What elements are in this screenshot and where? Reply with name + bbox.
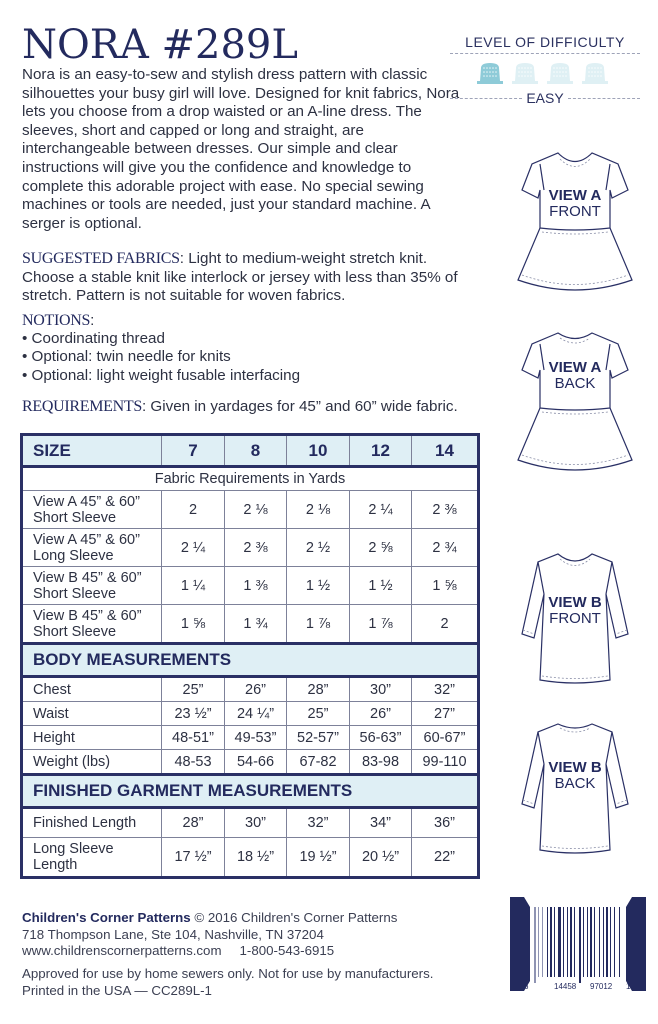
table-cell: 52-57” [287,726,350,750]
table-cell: 1 ⅜ [225,567,287,605]
table-cell: 1 ⅞ [287,605,350,644]
view-label [500,760,650,792]
notions-colon: : [90,312,95,329]
row-label-line: Finished Length [33,815,137,831]
table-cell: 28” [287,677,350,702]
spool-end-right [626,897,646,991]
row-label [22,529,162,567]
disclaimer: Approved for use by home sewers only. Not for use by manufacturers. [22,966,434,981]
thimble-icon-empty [546,62,574,86]
row-label-line: Short Sleeve [33,585,117,602]
view-b-front-illustration [500,550,650,690]
table-cell: 1 ¾ [225,605,287,644]
barcode-bar [590,907,592,977]
row-label [22,750,162,775]
table-row [22,838,479,878]
table-cell: 83-98 [350,750,412,775]
table-cell: 2 ¼ [162,529,225,567]
table-cell: 2 ⅛ [225,491,287,529]
view-label-line2: BACK [554,775,596,792]
row-label-line: View A 45” & 60” [33,531,140,548]
table-cell: 34” [350,808,412,838]
barcode-bar [547,907,548,977]
notions-section [22,312,300,385]
table-cell: 54-66 [225,750,287,775]
table-cell: 2 [412,605,479,644]
size-header-row [22,435,479,467]
table-cell: 28” [162,808,225,838]
address: 718 Thompson Lane, Ste 104, Nashville, TN 37204 [22,926,324,942]
barcode-bar [606,907,608,977]
size-column: 7 [162,435,225,467]
barcode-digit: 97012 [590,982,613,991]
table-cell: 1 ½ [287,567,350,605]
row-label-line: Height [33,729,75,746]
row-label [22,838,162,878]
spool-end-left [510,897,530,991]
barcode-bar [558,907,561,977]
table-cell: 30” [350,677,412,702]
view-label [500,360,650,392]
table-cell: 17 ½” [162,838,225,878]
row-label-line: Long Sleeve [33,841,114,857]
table-cell: 67-82 [287,750,350,775]
table-row [22,677,479,702]
notions-label: NOTIONS [22,312,91,329]
barcode [508,895,648,995]
table-cell: 99-110 [412,750,479,775]
row-label [22,726,162,750]
table-cell: 26” [350,702,412,726]
table-cell: 23 ½” [162,702,225,726]
table-cell: 25” [287,702,350,726]
table-row [22,529,479,567]
barcode-bar [579,907,581,983]
table-cell: 1 ⅝ [162,605,225,644]
table-cell: 48-53 [162,750,225,775]
row-label [22,808,162,838]
body-measurements-heading: BODY MEASUREMENTS [22,644,479,677]
thimble-icon-filled [476,62,504,86]
view-label-line1: VIEW B [548,594,602,611]
requirements [22,398,482,417]
row-label-line: Short Sleeve [33,623,117,640]
difficulty-heading-text: LEVEL OF DIFFICULTY [465,34,625,50]
row-label-line: Length [33,857,78,873]
short-sleeve-dress-icon [500,150,650,310]
difficulty-divider-left [450,98,522,99]
row-label-line: Waist [33,705,69,722]
table-cell: 32” [412,677,479,702]
table-cell: 2 [162,491,225,529]
table-cell: 60-67” [412,726,479,750]
notions-list [22,330,300,385]
difficulty-heading [450,34,640,54]
difficulty-level [450,89,640,107]
row-label-line: View B 45” & 60” [33,607,142,624]
row-label-line: View A 45” & 60” [33,493,140,510]
pattern-title: NORA #289L [22,22,298,68]
thimble-icon-empty [581,62,609,86]
body-measurements-heading-row [22,644,479,677]
size-column: 14 [412,435,479,467]
table-cell: 2 ⅜ [412,491,479,529]
table-cell: 1 ¼ [162,567,225,605]
notions-item: • Optional: light weight fusable interfacing [22,367,300,385]
table-cell: 1 ½ [350,567,412,605]
table-cell: 19 ½” [287,838,350,878]
notions-item: • Coordinating thread [22,330,300,348]
fabric-caption: Fabric Requirements in Yards [22,467,479,491]
table-row [22,567,479,605]
view-label-line1: VIEW B [548,759,602,776]
barcode-bar [563,907,564,977]
row-label [22,605,162,644]
print-code: Printed in the USA — CC289L-1 [22,982,212,998]
view-label [500,595,650,627]
table-cell: 24 ¼” [225,702,287,726]
table-cell: 1 ⅞ [350,605,412,644]
table-cell: 26” [225,677,287,702]
table-cell: 22” [412,838,479,878]
table-cell: 18 ½” [225,838,287,878]
table-row [22,726,479,750]
view-b-back-illustration [500,720,650,860]
row-label [22,677,162,702]
row-label-line: View B 45” & 60” [33,569,142,586]
finished-garment-heading: FINISHED GARMENT MEASUREMENTS [22,775,479,808]
size-chart-table [20,433,480,879]
barcode-bar [583,907,584,977]
table-cell: 36” [412,808,479,838]
barcode-bar [574,907,575,977]
size-column: 8 [225,435,287,467]
row-label-line: Weight (lbs) [33,753,111,770]
copyright: © 2016 Children's Corner Patterns [190,910,398,925]
row-label-line: Short Sleeve [33,509,117,526]
company-name: Children's Corner Patterns [22,910,191,925]
fabric-caption-row [22,467,479,491]
barcode-bar [542,907,543,977]
table-cell: 25” [162,677,225,702]
barcode-bar [594,907,595,977]
website-link[interactable]: www.childrenscornerpatterns.com [22,943,222,958]
table-cell: 56-63” [350,726,412,750]
view-label-line2: BACK [554,375,596,392]
barcode-bar [619,907,620,977]
barcode-bar [554,907,555,977]
difficulty-divider-right [568,98,640,99]
difficulty-rating [476,62,616,86]
table-cell: 2 ⅝ [350,529,412,567]
table-cell: 32” [287,808,350,838]
table-cell: 2 ½ [287,529,350,567]
table-cell: 2 ¼ [350,491,412,529]
view-label-line2: FRONT [549,610,601,627]
barcode-bar [534,907,536,983]
view-label-line2: FRONT [549,203,601,220]
notions-item: • Optional: twin needle for knits [22,348,300,366]
size-label: SIZE [22,435,162,467]
table-row [22,808,479,838]
barcode-digit: 6 [524,982,529,991]
thimble-icon-empty [511,62,539,86]
barcode-digit: 14458 [554,982,577,991]
table-row [22,491,479,529]
difficulty-divider [450,53,640,54]
table-cell: 2 ¾ [412,529,479,567]
barcode-digit: 1 [626,982,631,991]
table-cell: 49-53” [225,726,287,750]
table-cell: 20 ½” [350,838,412,878]
barcode-bar [603,907,604,977]
phone-number: 1-800-543-6915 [239,943,335,958]
table-row [22,702,479,726]
suggested-fabrics-text: : Light to medium-weight stretch knit. Choose a stable knit like interlock or jersey with less than 35% of stretch. Pattern is not suitable for woven fabrics. [22,250,458,305]
pattern-description: Nora is an easy-to-sew and stylish dress pattern with classic silhouettes your busy girl will love. Designed for knit fabrics, Nora lets you choose from a drop waisted or an A-line dress. The sleeves, short and capped or long and straight, are interchangeable between dresses. Our simple and clear instructions will give you the confidence and knowledge to complete this adorable project with ease. No special sewing machines or tools are needed, just your standard machine. A serger is optional. [22,66,460,232]
view-label-line1: VIEW A [548,187,602,204]
table-cell: 2 ⅛ [287,491,350,529]
table-cell: 27” [412,702,479,726]
table-cell: 48-51” [162,726,225,750]
barcode-bar [567,907,568,977]
requirements-text: : Given in yardages for 45” and 60” wide fabric. [141,398,458,415]
view-a-back-illustration [500,330,650,490]
short-sleeve-dress-icon [500,330,650,490]
barcode-bar [610,907,611,977]
table-row [22,605,479,644]
difficulty-level-text: EASY [526,90,564,106]
row-label [22,567,162,605]
suggested-fabrics [22,250,472,306]
publisher-info [22,910,397,960]
requirements-label: REQUIREMENTS [22,398,142,415]
barcode-bar [550,907,552,977]
row-label-line: Chest [33,681,71,698]
table-cell: 2 ⅜ [225,529,287,567]
size-column: 12 [350,435,412,467]
view-a-front-illustration [500,150,650,310]
barcode-bar [587,907,588,977]
row-label [22,702,162,726]
table-cell: 30” [225,808,287,838]
barcode-bar [614,907,615,977]
row-label-line: Long Sleeve [33,547,114,564]
barcode-bar [538,907,539,977]
table-row [22,750,479,775]
spool-barcode-icon [508,895,648,995]
row-label [22,491,162,529]
legal-info [22,966,433,999]
barcode-bar [599,907,600,977]
barcode-bar [570,907,572,977]
view-label [500,188,650,220]
view-label-line1: VIEW A [548,359,602,376]
finished-heading-row [22,775,479,808]
suggested-fabrics-label: SUGGESTED FABRICS [22,250,180,267]
table-cell: 1 ⅝ [412,567,479,605]
size-column: 10 [287,435,350,467]
